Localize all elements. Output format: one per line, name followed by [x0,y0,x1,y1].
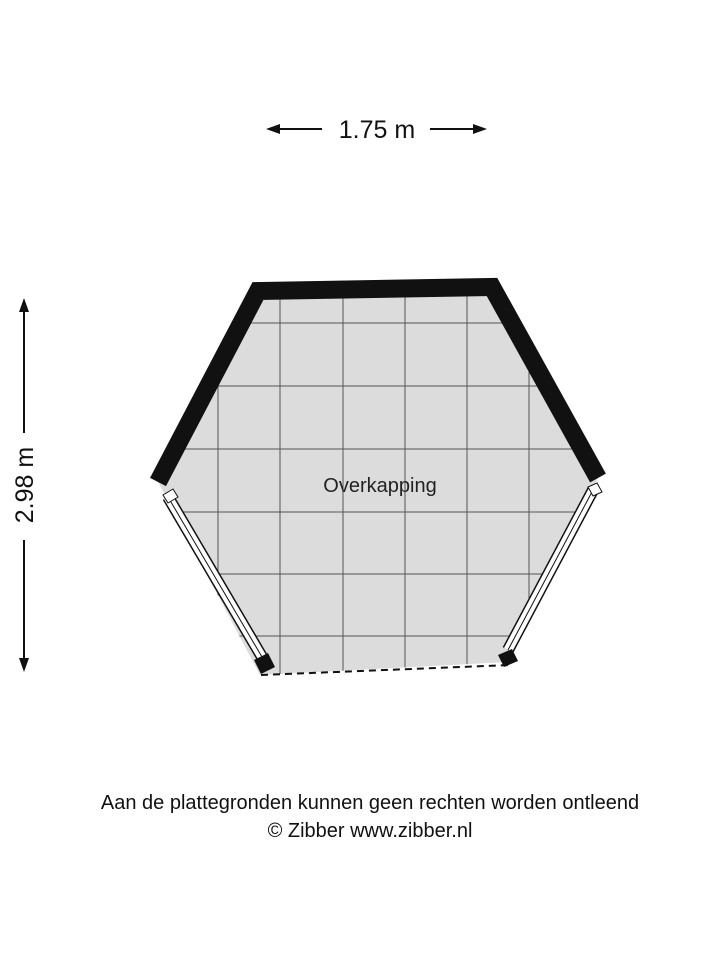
room-label: Overkapping [323,475,437,497]
depth-arrow-top [19,298,29,312]
width-arrow-left [266,124,280,134]
depth-dimension [11,298,39,672]
depth-arrow-bottom [19,658,29,672]
width-dimension [266,116,487,144]
footer-copyright: © Zibber www.zibber.nl [267,820,473,842]
footer-disclaimer: Aan de plattegronden kunnen geen rechten worden ontleend [100,792,640,814]
width-arrow-right [473,124,487,134]
width-dimension-label: 1.75 m [338,116,416,144]
depth-dimension-label: 2.98 m [11,446,39,524]
